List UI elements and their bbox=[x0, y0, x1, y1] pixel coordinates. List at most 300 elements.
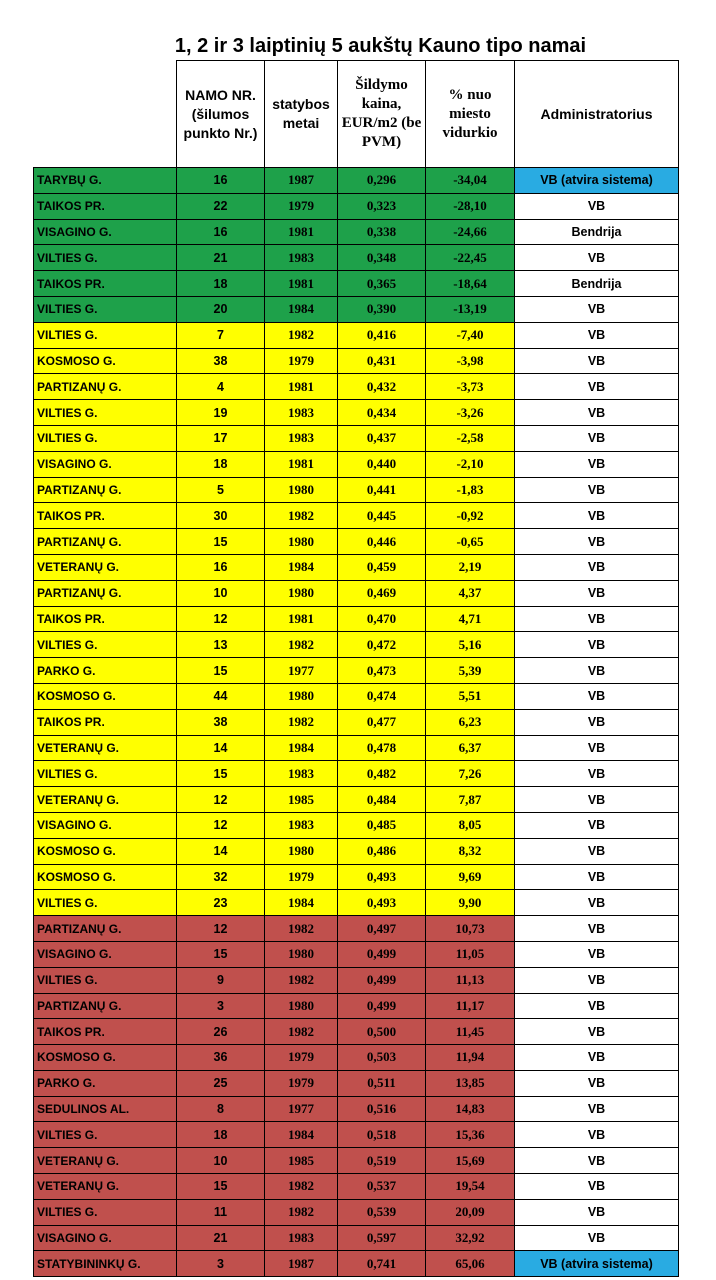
cell-price: 0,469 bbox=[338, 580, 426, 606]
cell-admin: VB bbox=[515, 554, 679, 580]
table-row bbox=[34, 451, 679, 477]
cell-street: PARTIZANŲ G. bbox=[34, 580, 177, 606]
table-header bbox=[34, 61, 679, 168]
cell-price: 0,484 bbox=[338, 787, 426, 813]
cell-admin: VB bbox=[515, 503, 679, 529]
cell-pct: 7,87 bbox=[426, 787, 515, 813]
cell-price: 0,434 bbox=[338, 400, 426, 426]
cell-admin: VB bbox=[515, 1019, 679, 1045]
cell-year: 1982 bbox=[265, 967, 338, 993]
cell-street: TAIKOS PR. bbox=[34, 503, 177, 529]
cell-price: 0,500 bbox=[338, 1019, 426, 1045]
table-row bbox=[34, 1148, 679, 1174]
cell-street: TAIKOS PR. bbox=[34, 606, 177, 632]
cell-pct: 14,83 bbox=[426, 1096, 515, 1122]
cell-street: PARTIZANŲ G. bbox=[34, 993, 177, 1019]
cell-admin: VB bbox=[515, 1174, 679, 1200]
cell-street: VETERANŲ G. bbox=[34, 1148, 177, 1174]
cell-street: VILTIES G. bbox=[34, 632, 177, 658]
table-row bbox=[34, 348, 679, 374]
cell-admin: VB bbox=[515, 425, 679, 451]
cell-pct: 20,09 bbox=[426, 1199, 515, 1225]
cell-year: 1980 bbox=[265, 477, 338, 503]
cell-pct: 4,71 bbox=[426, 606, 515, 632]
cell-admin: VB bbox=[515, 916, 679, 942]
cell-admin: VB bbox=[515, 967, 679, 993]
table-row bbox=[34, 632, 679, 658]
cell-admin: VB bbox=[515, 1122, 679, 1148]
cell-house-no: 32 bbox=[177, 864, 265, 890]
cell-house-no: 38 bbox=[177, 348, 265, 374]
cell-street: VETERANŲ G. bbox=[34, 554, 177, 580]
cell-year: 1984 bbox=[265, 296, 338, 322]
cell-street: KOSMOSO G. bbox=[34, 1045, 177, 1071]
cell-admin: VB bbox=[515, 580, 679, 606]
cell-price: 0,459 bbox=[338, 554, 426, 580]
cell-house-no: 30 bbox=[177, 503, 265, 529]
cell-admin: VB bbox=[515, 400, 679, 426]
cell-street: TAIKOS PR. bbox=[34, 193, 177, 219]
cell-price: 0,482 bbox=[338, 761, 426, 787]
cell-house-no: 10 bbox=[177, 580, 265, 606]
table-row bbox=[34, 219, 679, 245]
table-row bbox=[34, 193, 679, 219]
header-year: statybos metai bbox=[265, 61, 338, 168]
cell-price: 0,446 bbox=[338, 529, 426, 555]
cell-price: 0,493 bbox=[338, 864, 426, 890]
cell-house-no: 22 bbox=[177, 193, 265, 219]
cell-house-no: 26 bbox=[177, 1019, 265, 1045]
cell-admin: VB bbox=[515, 683, 679, 709]
cell-year: 1983 bbox=[265, 425, 338, 451]
cell-pct: 11,94 bbox=[426, 1045, 515, 1071]
cell-price: 0,296 bbox=[338, 168, 426, 194]
cell-house-no: 44 bbox=[177, 683, 265, 709]
table-row bbox=[34, 658, 679, 684]
cell-price: 0,323 bbox=[338, 193, 426, 219]
table-row bbox=[34, 554, 679, 580]
cell-price: 0,445 bbox=[338, 503, 426, 529]
cell-street: VISAGINO G. bbox=[34, 812, 177, 838]
cell-street: VISAGINO G. bbox=[34, 941, 177, 967]
cell-house-no: 8 bbox=[177, 1096, 265, 1122]
cell-house-no: 23 bbox=[177, 890, 265, 916]
cell-street: PARKO G. bbox=[34, 1070, 177, 1096]
cell-house-no: 3 bbox=[177, 1251, 265, 1277]
cell-pct: 5,51 bbox=[426, 683, 515, 709]
cell-admin: VB bbox=[515, 477, 679, 503]
cell-year: 1979 bbox=[265, 193, 338, 219]
table-row bbox=[34, 322, 679, 348]
cell-pct: -2,10 bbox=[426, 451, 515, 477]
cell-pct: 5,16 bbox=[426, 632, 515, 658]
cell-admin: VB bbox=[515, 529, 679, 555]
cell-admin: VB bbox=[515, 1070, 679, 1096]
cell-house-no: 7 bbox=[177, 322, 265, 348]
cell-price: 0,477 bbox=[338, 709, 426, 735]
cell-price: 0,499 bbox=[338, 941, 426, 967]
cell-admin: Bendrija bbox=[515, 219, 679, 245]
cell-house-no: 14 bbox=[177, 838, 265, 864]
cell-price: 0,441 bbox=[338, 477, 426, 503]
cell-house-no: 12 bbox=[177, 812, 265, 838]
cell-admin: VB bbox=[515, 1225, 679, 1251]
cell-street: VISAGINO G. bbox=[34, 1225, 177, 1251]
cell-street: STATYBININKŲ G. bbox=[34, 1251, 177, 1277]
cell-house-no: 11 bbox=[177, 1199, 265, 1225]
cell-street: PARKO G. bbox=[34, 658, 177, 684]
cell-street: VILTIES G. bbox=[34, 400, 177, 426]
cell-pct: 4,37 bbox=[426, 580, 515, 606]
cell-year: 1977 bbox=[265, 1096, 338, 1122]
cell-street: VILTIES G. bbox=[34, 425, 177, 451]
cell-year: 1980 bbox=[265, 941, 338, 967]
page-title: 1, 2 ir 3 laiptinių 5 aukštų Kauno tipo namai bbox=[174, 35, 587, 57]
cell-price: 0,537 bbox=[338, 1174, 426, 1200]
cell-pct: 2,19 bbox=[426, 554, 515, 580]
header-house-no: NAMO NR. (šilumos punkto Nr.) bbox=[177, 61, 265, 168]
cell-street: VILTIES G. bbox=[34, 967, 177, 993]
table-row bbox=[34, 864, 679, 890]
cell-year: 1979 bbox=[265, 864, 338, 890]
cell-price: 0,470 bbox=[338, 606, 426, 632]
cell-house-no: 9 bbox=[177, 967, 265, 993]
table-row bbox=[34, 1199, 679, 1225]
cell-admin: VB bbox=[515, 761, 679, 787]
cell-house-no: 3 bbox=[177, 993, 265, 1019]
cell-pct: 6,23 bbox=[426, 709, 515, 735]
cell-house-no: 15 bbox=[177, 761, 265, 787]
table-row bbox=[34, 296, 679, 322]
cell-house-no: 20 bbox=[177, 296, 265, 322]
cell-street: KOSMOSO G. bbox=[34, 348, 177, 374]
cell-year: 1982 bbox=[265, 916, 338, 942]
cell-pct: -22,45 bbox=[426, 245, 515, 271]
cell-admin: VB bbox=[515, 193, 679, 219]
cell-price: 0,497 bbox=[338, 916, 426, 942]
cell-price: 0,518 bbox=[338, 1122, 426, 1148]
cell-year: 1987 bbox=[265, 1251, 338, 1277]
cell-admin: Bendrija bbox=[515, 271, 679, 297]
cell-pct: -18,64 bbox=[426, 271, 515, 297]
cell-street: TAIKOS PR. bbox=[34, 709, 177, 735]
header-price: Šildymo kaina, EUR/m2 (be PVM) bbox=[338, 61, 426, 168]
cell-year: 1981 bbox=[265, 374, 338, 400]
cell-admin: VB bbox=[515, 735, 679, 761]
cell-year: 1981 bbox=[265, 271, 338, 297]
cell-street: PARTIZANŲ G. bbox=[34, 529, 177, 555]
cell-house-no: 38 bbox=[177, 709, 265, 735]
cell-year: 1983 bbox=[265, 761, 338, 787]
cell-street: PARTIZANŲ G. bbox=[34, 916, 177, 942]
cell-street: KOSMOSO G. bbox=[34, 838, 177, 864]
cell-year: 1982 bbox=[265, 503, 338, 529]
cell-year: 1980 bbox=[265, 838, 338, 864]
cell-year: 1979 bbox=[265, 1045, 338, 1071]
table-row bbox=[34, 683, 679, 709]
table-body bbox=[34, 168, 679, 1277]
cell-admin: VB bbox=[515, 1148, 679, 1174]
cell-admin: VB bbox=[515, 993, 679, 1019]
cell-street: TAIKOS PR. bbox=[34, 271, 177, 297]
table-row bbox=[34, 890, 679, 916]
cell-pct: 7,26 bbox=[426, 761, 515, 787]
table-row bbox=[34, 1174, 679, 1200]
cell-house-no: 15 bbox=[177, 941, 265, 967]
cell-year: 1981 bbox=[265, 606, 338, 632]
cell-price: 0,499 bbox=[338, 993, 426, 1019]
cell-pct: -0,92 bbox=[426, 503, 515, 529]
table-row bbox=[34, 1045, 679, 1071]
cell-pct: -2,58 bbox=[426, 425, 515, 451]
cell-year: 1984 bbox=[265, 890, 338, 916]
cell-house-no: 18 bbox=[177, 451, 265, 477]
cell-pct: -0,65 bbox=[426, 529, 515, 555]
cell-price: 0,431 bbox=[338, 348, 426, 374]
cell-year: 1984 bbox=[265, 554, 338, 580]
table-row bbox=[34, 1251, 679, 1277]
cell-admin: VB bbox=[515, 1045, 679, 1071]
cell-house-no: 19 bbox=[177, 400, 265, 426]
cell-year: 1979 bbox=[265, 348, 338, 374]
table-row bbox=[34, 374, 679, 400]
cell-price: 0,511 bbox=[338, 1070, 426, 1096]
cell-street: TAIKOS PR. bbox=[34, 1019, 177, 1045]
cell-house-no: 16 bbox=[177, 554, 265, 580]
cell-pct: 6,37 bbox=[426, 735, 515, 761]
cell-street: VETERANŲ G. bbox=[34, 735, 177, 761]
cell-year: 1980 bbox=[265, 529, 338, 555]
cell-street: SEDULINOS AL. bbox=[34, 1096, 177, 1122]
cell-price: 0,493 bbox=[338, 890, 426, 916]
cell-year: 1980 bbox=[265, 993, 338, 1019]
header-pct: % nuo miesto vidurkio bbox=[426, 61, 515, 168]
cell-house-no: 16 bbox=[177, 168, 265, 194]
cell-pct: -34,04 bbox=[426, 168, 515, 194]
table-row bbox=[34, 787, 679, 813]
cell-street: PARTIZANŲ G. bbox=[34, 477, 177, 503]
cell-admin: VB bbox=[515, 1199, 679, 1225]
table-row bbox=[34, 580, 679, 606]
cell-house-no: 15 bbox=[177, 658, 265, 684]
cell-house-no: 36 bbox=[177, 1045, 265, 1071]
cell-street: VISAGINO G. bbox=[34, 451, 177, 477]
table-row bbox=[34, 838, 679, 864]
cell-street: VILTIES G. bbox=[34, 245, 177, 271]
cell-pct: 9,69 bbox=[426, 864, 515, 890]
cell-year: 1979 bbox=[265, 1070, 338, 1096]
cell-street: VILTIES G. bbox=[34, 890, 177, 916]
cell-house-no: 15 bbox=[177, 529, 265, 555]
cell-price: 0,485 bbox=[338, 812, 426, 838]
cell-street: VILTIES G. bbox=[34, 322, 177, 348]
cell-price: 0,473 bbox=[338, 658, 426, 684]
cell-price: 0,597 bbox=[338, 1225, 426, 1251]
table-row bbox=[34, 477, 679, 503]
cell-admin: VB bbox=[515, 451, 679, 477]
table-row bbox=[34, 761, 679, 787]
table-row bbox=[34, 1070, 679, 1096]
cell-house-no: 12 bbox=[177, 787, 265, 813]
cell-price: 0,474 bbox=[338, 683, 426, 709]
table-row bbox=[34, 606, 679, 632]
cell-admin: VB bbox=[515, 296, 679, 322]
cell-pct: -1,83 bbox=[426, 477, 515, 503]
cell-pct: 15,69 bbox=[426, 1148, 515, 1174]
cell-pct: 15,36 bbox=[426, 1122, 515, 1148]
cell-admin: VB bbox=[515, 787, 679, 813]
header-admin: Administratorius bbox=[515, 61, 679, 168]
cell-street: VETERANŲ G. bbox=[34, 787, 177, 813]
cell-house-no: 10 bbox=[177, 1148, 265, 1174]
cell-price: 0,440 bbox=[338, 451, 426, 477]
cell-admin: VB bbox=[515, 632, 679, 658]
cell-price: 0,338 bbox=[338, 219, 426, 245]
cell-year: 1985 bbox=[265, 1148, 338, 1174]
cell-pct: 13,85 bbox=[426, 1070, 515, 1096]
cell-price: 0,365 bbox=[338, 271, 426, 297]
cell-admin: VB bbox=[515, 322, 679, 348]
cell-admin: VB bbox=[515, 658, 679, 684]
table-row bbox=[34, 993, 679, 1019]
cell-pct: -28,10 bbox=[426, 193, 515, 219]
cell-admin: VB (atvira sistema) bbox=[515, 1251, 679, 1277]
cell-pct: 8,05 bbox=[426, 812, 515, 838]
table-row bbox=[34, 916, 679, 942]
table-row bbox=[34, 1122, 679, 1148]
cell-house-no: 18 bbox=[177, 1122, 265, 1148]
cell-pct: -7,40 bbox=[426, 322, 515, 348]
cell-price: 0,519 bbox=[338, 1148, 426, 1174]
table-row bbox=[34, 245, 679, 271]
cell-pct: 32,92 bbox=[426, 1225, 515, 1251]
cell-price: 0,503 bbox=[338, 1045, 426, 1071]
cell-price: 0,486 bbox=[338, 838, 426, 864]
cell-admin: VB bbox=[515, 374, 679, 400]
cell-year: 1980 bbox=[265, 683, 338, 709]
cell-house-no: 18 bbox=[177, 271, 265, 297]
cell-house-no: 14 bbox=[177, 735, 265, 761]
cell-year: 1981 bbox=[265, 451, 338, 477]
cell-year: 1982 bbox=[265, 632, 338, 658]
cell-house-no: 12 bbox=[177, 606, 265, 632]
cell-house-no: 5 bbox=[177, 477, 265, 503]
cell-admin: VB bbox=[515, 1096, 679, 1122]
cell-year: 1987 bbox=[265, 168, 338, 194]
cell-year: 1982 bbox=[265, 1019, 338, 1045]
cell-street: VILTIES G. bbox=[34, 296, 177, 322]
cell-admin: VB bbox=[515, 864, 679, 890]
cell-admin: VB bbox=[515, 838, 679, 864]
table-row bbox=[34, 168, 679, 194]
cell-price: 0,539 bbox=[338, 1199, 426, 1225]
table-row bbox=[34, 271, 679, 297]
cell-pct: -3,98 bbox=[426, 348, 515, 374]
cell-year: 1981 bbox=[265, 219, 338, 245]
cell-house-no: 15 bbox=[177, 1174, 265, 1200]
cell-street: KOSMOSO G. bbox=[34, 683, 177, 709]
cell-pct: 9,90 bbox=[426, 890, 515, 916]
cell-street: KOSMOSO G. bbox=[34, 864, 177, 890]
cell-admin: VB bbox=[515, 812, 679, 838]
table-row bbox=[34, 709, 679, 735]
cell-pct: 19,54 bbox=[426, 1174, 515, 1200]
table-row bbox=[34, 503, 679, 529]
table-row bbox=[34, 529, 679, 555]
cell-street: VILTIES G. bbox=[34, 761, 177, 787]
cell-year: 1982 bbox=[265, 322, 338, 348]
cell-house-no: 4 bbox=[177, 374, 265, 400]
cell-admin: VB bbox=[515, 606, 679, 632]
cell-year: 1982 bbox=[265, 1174, 338, 1200]
cell-year: 1984 bbox=[265, 735, 338, 761]
cell-street: VISAGINO G. bbox=[34, 219, 177, 245]
cell-admin: VB bbox=[515, 941, 679, 967]
cell-year: 1985 bbox=[265, 787, 338, 813]
cell-price: 0,390 bbox=[338, 296, 426, 322]
table-row bbox=[34, 400, 679, 426]
cell-price: 0,437 bbox=[338, 425, 426, 451]
cell-price: 0,499 bbox=[338, 967, 426, 993]
heating-price-table bbox=[33, 60, 679, 1277]
cell-price: 0,741 bbox=[338, 1251, 426, 1277]
cell-year: 1982 bbox=[265, 709, 338, 735]
cell-year: 1983 bbox=[265, 400, 338, 426]
cell-year: 1983 bbox=[265, 245, 338, 271]
cell-year: 1984 bbox=[265, 1122, 338, 1148]
table-row bbox=[34, 425, 679, 451]
cell-pct: 11,05 bbox=[426, 941, 515, 967]
header-street-empty bbox=[34, 61, 177, 168]
cell-pct: 65,06 bbox=[426, 1251, 515, 1277]
cell-price: 0,348 bbox=[338, 245, 426, 271]
cell-house-no: 21 bbox=[177, 1225, 265, 1251]
cell-street: VETERANŲ G. bbox=[34, 1174, 177, 1200]
cell-year: 1982 bbox=[265, 1199, 338, 1225]
cell-year: 1983 bbox=[265, 812, 338, 838]
cell-year: 1980 bbox=[265, 580, 338, 606]
cell-house-no: 12 bbox=[177, 916, 265, 942]
cell-year: 1983 bbox=[265, 1225, 338, 1251]
cell-pct: -3,73 bbox=[426, 374, 515, 400]
cell-house-no: 17 bbox=[177, 425, 265, 451]
cell-year: 1977 bbox=[265, 658, 338, 684]
table-row bbox=[34, 941, 679, 967]
cell-house-no: 21 bbox=[177, 245, 265, 271]
cell-house-no: 16 bbox=[177, 219, 265, 245]
cell-pct: 5,39 bbox=[426, 658, 515, 684]
cell-admin: VB bbox=[515, 348, 679, 374]
cell-street: VILTIES G. bbox=[34, 1122, 177, 1148]
cell-pct: 11,17 bbox=[426, 993, 515, 1019]
cell-pct: 11,13 bbox=[426, 967, 515, 993]
cell-pct: -24,66 bbox=[426, 219, 515, 245]
table-row bbox=[34, 1225, 679, 1251]
table-row bbox=[34, 1019, 679, 1045]
cell-pct: -3,26 bbox=[426, 400, 515, 426]
cell-admin: VB bbox=[515, 245, 679, 271]
table-row bbox=[34, 812, 679, 838]
cell-price: 0,478 bbox=[338, 735, 426, 761]
cell-price: 0,472 bbox=[338, 632, 426, 658]
cell-price: 0,516 bbox=[338, 1096, 426, 1122]
cell-pct: 11,45 bbox=[426, 1019, 515, 1045]
table-row bbox=[34, 735, 679, 761]
table-row bbox=[34, 967, 679, 993]
table-row bbox=[34, 1096, 679, 1122]
cell-admin: VB (atvira sistema) bbox=[515, 168, 679, 194]
cell-street: VILTIES G. bbox=[34, 1199, 177, 1225]
